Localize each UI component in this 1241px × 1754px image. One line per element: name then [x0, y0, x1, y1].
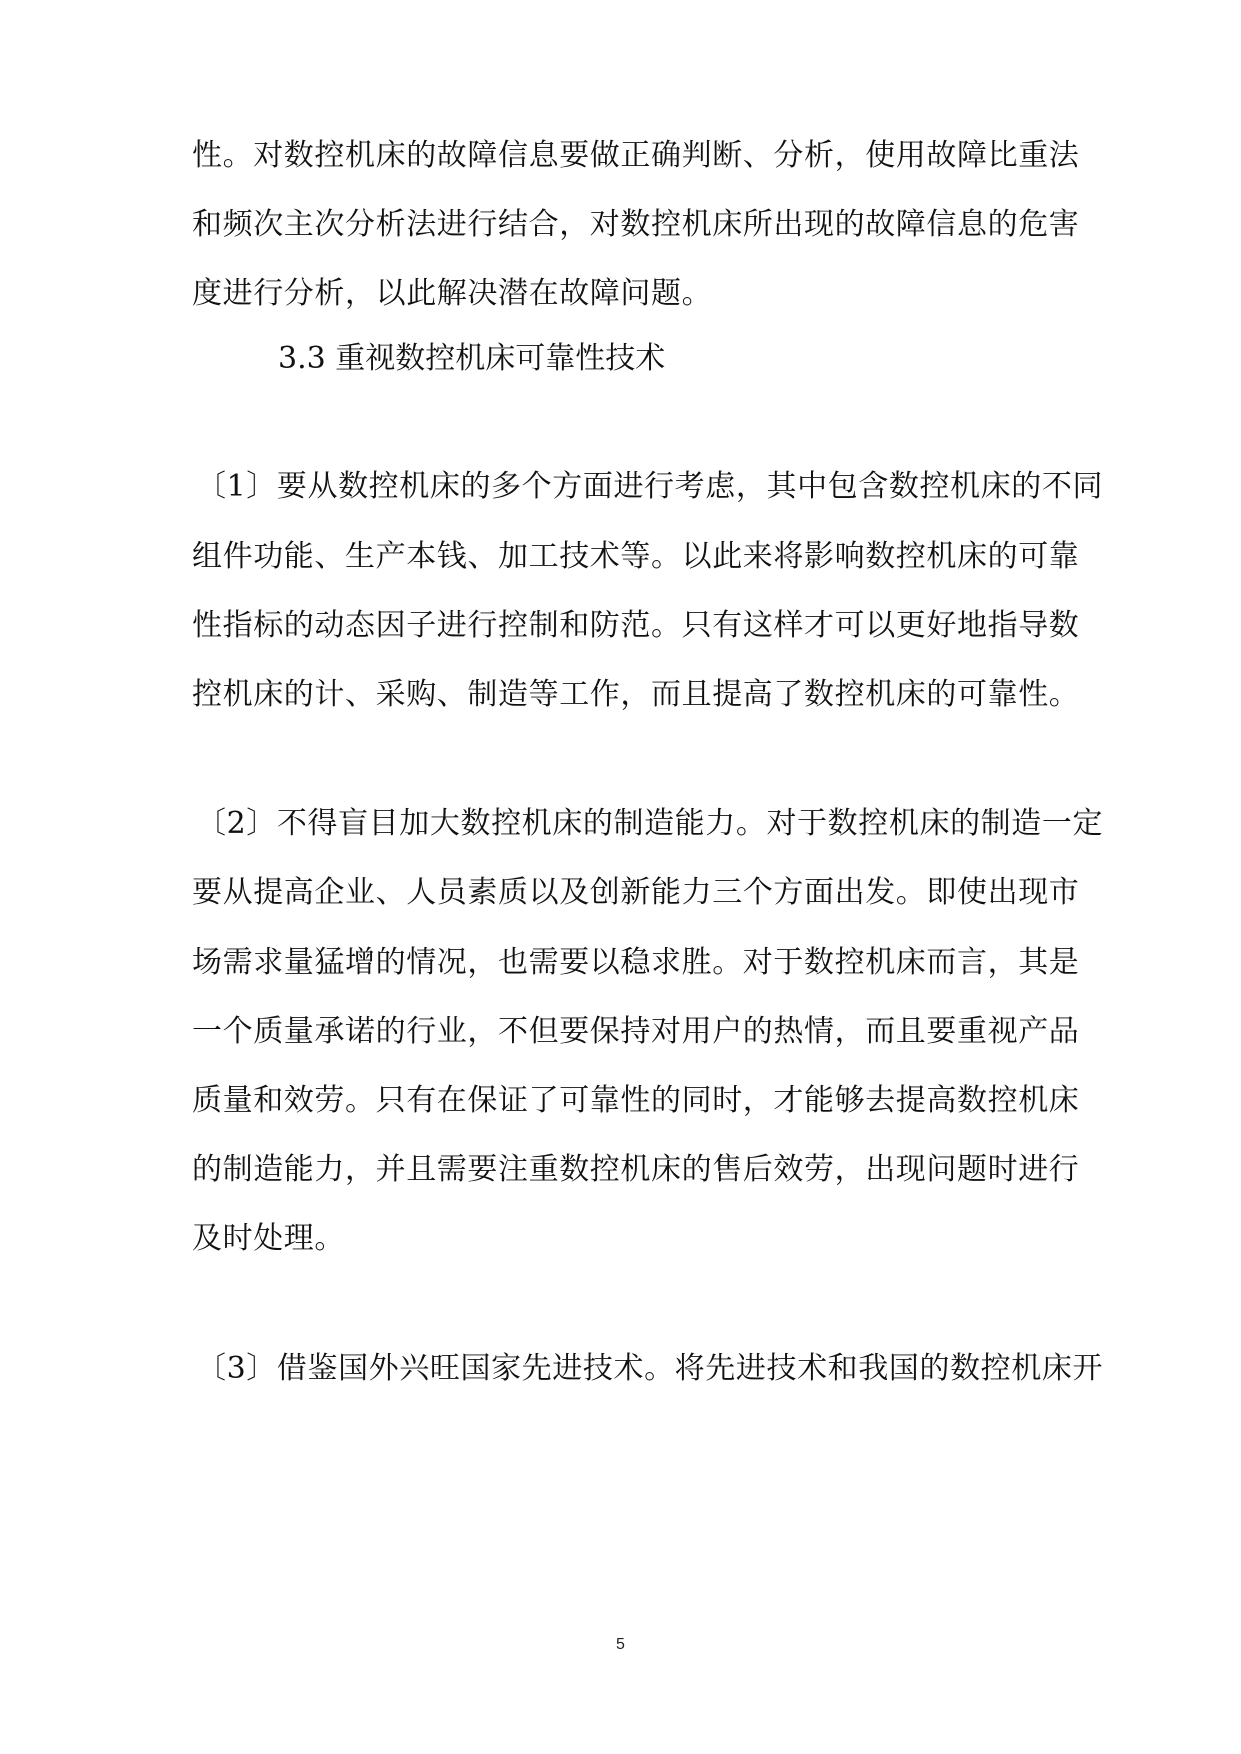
paragraph-line: 〔1〕要从数控机床的多个方面进行考虑，其中包含数控机床的不同 — [196, 469, 1104, 504]
body-text-line: 性。对数控机床的故障信息要做正确判断、分析，使用故障比重法 — [192, 138, 1080, 173]
paragraph-line: 〔3〕借鉴国外兴旺国家先进技术。将先进技术和我国的数控机床开 — [196, 1351, 1104, 1386]
paragraph-line: 〔2〕不得盲目加大数控机床的制造能力。对于数控机床的制造一定 — [196, 806, 1104, 841]
paragraph-line: 性指标的动态因子进行控制和防范。只有这样才可以更好地指导数 — [192, 608, 1080, 643]
paragraph-line: 控机床的计、采购、制造等工作，而且提高了数控机床的可靠性。 — [192, 677, 1080, 712]
paragraph-line: 一个质量承诺的行业，不但要保持对用户的热情，而且要重视产品 — [192, 1014, 1080, 1049]
section-heading: 3.3 重视数控机床可靠性技术 — [278, 341, 666, 376]
page-number: 5 — [616, 1636, 625, 1653]
paragraph-line: 的制造能力，并且需要注重数控机床的售后效劳，出现问题时进行 — [192, 1152, 1080, 1187]
paragraph-line: 质量和效劳。只有在保证了可靠性的同时，才能够去提高数控机床 — [192, 1083, 1080, 1118]
paragraph-line: 场需求量猛增的情况，也需要以稳求胜。对于数控机床而言，其是 — [192, 945, 1080, 980]
paragraph-line: 组件功能、生产本钱、加工技术等。以此来将影响数控机床的可靠 — [192, 539, 1080, 574]
paragraph-line: 及时处理。 — [192, 1221, 345, 1256]
paragraph-line: 要从提高企业、人员素质以及创新能力三个方面出发。即使出现市 — [192, 875, 1080, 910]
body-text-line: 和频次主次分析法进行结合，对数控机床所出现的故障信息的危害 — [192, 207, 1080, 242]
body-text-line: 度进行分析，以此解决潜在故障问题。 — [192, 276, 713, 311]
